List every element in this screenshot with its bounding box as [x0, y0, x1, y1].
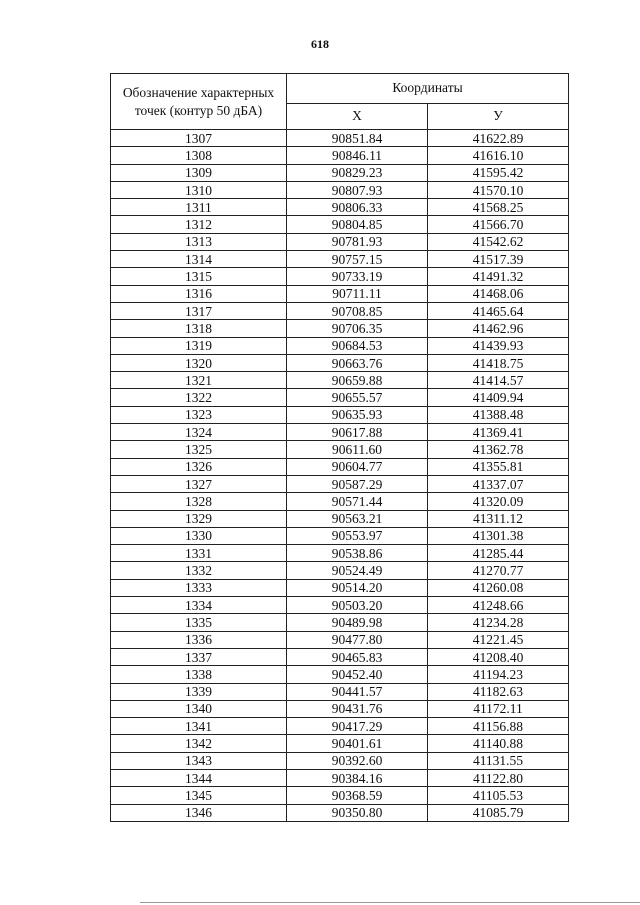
point-id-cell: 1334 [111, 597, 287, 614]
x-coordinate-cell: 90524.49 [287, 562, 428, 579]
x-coordinate-cell: 90401.61 [287, 735, 428, 752]
y-coordinate-cell: 41301.38 [428, 527, 569, 544]
x-coordinate-cell: 90617.88 [287, 424, 428, 441]
y-coordinate-cell: 41131.55 [428, 752, 569, 769]
y-coordinate-cell: 41491.32 [428, 268, 569, 285]
table-row [111, 631, 569, 648]
point-id-cell: 1326 [111, 458, 287, 475]
x-coordinate-cell: 90514.20 [287, 579, 428, 596]
point-id-cell: 1318 [111, 320, 287, 337]
table-row [111, 424, 569, 441]
y-coordinate-cell: 41622.89 [428, 130, 569, 147]
x-coordinate-cell: 90587.29 [287, 475, 428, 492]
x-axis-header: X [287, 103, 428, 129]
point-id-cell: 1336 [111, 631, 287, 648]
x-coordinate-cell: 90851.84 [287, 130, 428, 147]
y-coordinate-cell: 41517.39 [428, 251, 569, 268]
y-coordinate-cell: 41194.23 [428, 666, 569, 683]
y-coordinate-cell: 41122.80 [428, 769, 569, 786]
x-coordinate-cell: 90733.19 [287, 268, 428, 285]
point-id-cell: 1323 [111, 406, 287, 423]
point-id-cell: 1311 [111, 199, 287, 216]
point-id-cell: 1328 [111, 493, 287, 510]
table-row [111, 683, 569, 700]
page-number: 618 [311, 37, 329, 51]
x-coordinate-cell: 90706.35 [287, 320, 428, 337]
y-coordinate-cell: 41105.53 [428, 787, 569, 804]
table-row [111, 302, 569, 319]
table-row [111, 233, 569, 250]
table-row [111, 216, 569, 233]
x-coordinate-cell: 90465.83 [287, 648, 428, 665]
x-coordinate-cell: 90350.80 [287, 804, 428, 821]
x-coordinate-cell: 90431.76 [287, 700, 428, 717]
y-coordinate-cell: 41369.41 [428, 424, 569, 441]
y-coordinate-cell: 41182.63 [428, 683, 569, 700]
y-coordinate-cell: 41570.10 [428, 181, 569, 198]
x-coordinate-cell: 90571.44 [287, 493, 428, 510]
y-coordinate-cell: 41439.93 [428, 337, 569, 354]
table-row [111, 579, 569, 596]
y-coordinate-cell: 41140.88 [428, 735, 569, 752]
x-coordinate-cell: 90611.60 [287, 441, 428, 458]
point-id-cell: 1331 [111, 545, 287, 562]
x-coordinate-cell: 90711.11 [287, 285, 428, 302]
y-coordinate-cell: 41355.81 [428, 458, 569, 475]
table-row [111, 752, 569, 769]
x-coordinate-cell: 90417.29 [287, 718, 428, 735]
x-coordinate-cell: 90384.16 [287, 769, 428, 786]
point-id-cell: 1346 [111, 804, 287, 821]
table-row [111, 164, 569, 181]
x-coordinate-cell: 90804.85 [287, 216, 428, 233]
table-row [111, 648, 569, 665]
point-id-cell: 1309 [111, 164, 287, 181]
table-row [111, 181, 569, 198]
x-coordinate-cell: 90538.86 [287, 545, 428, 562]
x-coordinate-cell: 90392.60 [287, 752, 428, 769]
table-row [111, 493, 569, 510]
y-coordinate-cell: 41414.57 [428, 372, 569, 389]
point-id-cell: 1314 [111, 251, 287, 268]
x-coordinate-cell: 90659.88 [287, 372, 428, 389]
point-id-cell: 1340 [111, 700, 287, 717]
table-row [111, 769, 569, 786]
table-row [111, 147, 569, 164]
y-coordinate-cell: 41234.28 [428, 614, 569, 631]
point-id-cell: 1316 [111, 285, 287, 302]
x-coordinate-cell: 90781.93 [287, 233, 428, 250]
y-coordinate-cell: 41465.64 [428, 302, 569, 319]
y-coordinate-cell: 41248.66 [428, 597, 569, 614]
coordinates-table [110, 73, 569, 822]
point-id-cell: 1312 [111, 216, 287, 233]
point-id-cell: 1324 [111, 424, 287, 441]
point-id-cell: 1345 [111, 787, 287, 804]
point-id-cell: 1313 [111, 233, 287, 250]
y-coordinate-cell: 41418.75 [428, 354, 569, 371]
table-row [111, 597, 569, 614]
point-id-cell: 1327 [111, 475, 287, 492]
table-row [111, 614, 569, 631]
coordinates-header: Координаты [287, 74, 569, 104]
table-row [111, 666, 569, 683]
x-coordinate-cell: 90829.23 [287, 164, 428, 181]
x-coordinate-cell: 90604.77 [287, 458, 428, 475]
x-coordinate-cell: 90477.80 [287, 631, 428, 648]
table-row [111, 735, 569, 752]
table-row [111, 285, 569, 302]
y-coordinate-cell: 41409.94 [428, 389, 569, 406]
y-coordinate-cell: 41285.44 [428, 545, 569, 562]
table-row [111, 718, 569, 735]
table-body [111, 130, 569, 822]
x-coordinate-cell: 90489.98 [287, 614, 428, 631]
y-coordinate-cell: 41568.25 [428, 199, 569, 216]
y-coordinate-cell: 41221.45 [428, 631, 569, 648]
point-id-cell: 1319 [111, 337, 287, 354]
point-id-cell: 1310 [111, 181, 287, 198]
table-row [111, 475, 569, 492]
table-row [111, 268, 569, 285]
point-id-cell: 1317 [111, 302, 287, 319]
table-row [111, 527, 569, 544]
table-row [111, 372, 569, 389]
x-coordinate-cell: 90846.11 [287, 147, 428, 164]
y-coordinate-cell: 41260.08 [428, 579, 569, 596]
table-row [111, 562, 569, 579]
table-row [111, 700, 569, 717]
table-row [111, 337, 569, 354]
y-coordinate-cell: 41362.78 [428, 441, 569, 458]
point-id-cell: 1322 [111, 389, 287, 406]
y-coordinate-cell: 41085.79 [428, 804, 569, 821]
table-row [111, 406, 569, 423]
point-id-cell: 1330 [111, 527, 287, 544]
x-coordinate-cell: 90806.33 [287, 199, 428, 216]
point-id-cell: 1339 [111, 683, 287, 700]
y-coordinate-cell: 41566.70 [428, 216, 569, 233]
y-coordinate-cell: 41542.62 [428, 233, 569, 250]
point-id-cell: 1335 [111, 614, 287, 631]
point-id-cell: 1342 [111, 735, 287, 752]
point-id-cell: 1321 [111, 372, 287, 389]
y-coordinate-cell: 41311.12 [428, 510, 569, 527]
x-coordinate-cell: 90368.59 [287, 787, 428, 804]
point-id-cell: 1333 [111, 579, 287, 596]
y-coordinate-cell: 41208.40 [428, 648, 569, 665]
point-id-cell: 1329 [111, 510, 287, 527]
table-row [111, 804, 569, 821]
table-row [111, 510, 569, 527]
y-axis-header: У [428, 103, 569, 129]
y-coordinate-cell: 41156.88 [428, 718, 569, 735]
table-row [111, 130, 569, 147]
y-coordinate-cell: 41616.10 [428, 147, 569, 164]
x-coordinate-cell: 90684.53 [287, 337, 428, 354]
point-id-cell: 1332 [111, 562, 287, 579]
point-id-cell: 1325 [111, 441, 287, 458]
y-coordinate-cell: 41468.06 [428, 285, 569, 302]
x-coordinate-cell: 90655.57 [287, 389, 428, 406]
point-id-cell: 1320 [111, 354, 287, 371]
x-coordinate-cell: 90441.57 [287, 683, 428, 700]
x-coordinate-cell: 90563.21 [287, 510, 428, 527]
page-bottom-rule [140, 902, 640, 903]
x-coordinate-cell: 90503.20 [287, 597, 428, 614]
table-row [111, 354, 569, 371]
y-coordinate-cell: 41595.42 [428, 164, 569, 181]
table-header [111, 74, 569, 130]
point-id-cell: 1337 [111, 648, 287, 665]
point-id-cell: 1341 [111, 718, 287, 735]
point-label-header: Обозначение характерных точек (контур 50 дБА) [111, 74, 287, 130]
table-row [111, 441, 569, 458]
y-coordinate-cell: 41337.07 [428, 475, 569, 492]
x-coordinate-cell: 90757.15 [287, 251, 428, 268]
x-coordinate-cell: 90452.40 [287, 666, 428, 683]
x-coordinate-cell: 90708.85 [287, 302, 428, 319]
point-id-cell: 1307 [111, 130, 287, 147]
y-coordinate-cell: 41320.09 [428, 493, 569, 510]
x-coordinate-cell: 90807.93 [287, 181, 428, 198]
point-id-cell: 1308 [111, 147, 287, 164]
table-row [111, 458, 569, 475]
table-row [111, 545, 569, 562]
point-id-cell: 1343 [111, 752, 287, 769]
y-coordinate-cell: 41172.11 [428, 700, 569, 717]
y-coordinate-cell: 41270.77 [428, 562, 569, 579]
point-id-cell: 1315 [111, 268, 287, 285]
table-row [111, 787, 569, 804]
table-row [111, 320, 569, 337]
x-coordinate-cell: 90553.97 [287, 527, 428, 544]
y-coordinate-cell: 41462.96 [428, 320, 569, 337]
x-coordinate-cell: 90635.93 [287, 406, 428, 423]
point-id-cell: 1344 [111, 769, 287, 786]
point-id-cell: 1338 [111, 666, 287, 683]
table-row [111, 251, 569, 268]
x-coordinate-cell: 90663.76 [287, 354, 428, 371]
table-row [111, 389, 569, 406]
y-coordinate-cell: 41388.48 [428, 406, 569, 423]
table-row [111, 199, 569, 216]
